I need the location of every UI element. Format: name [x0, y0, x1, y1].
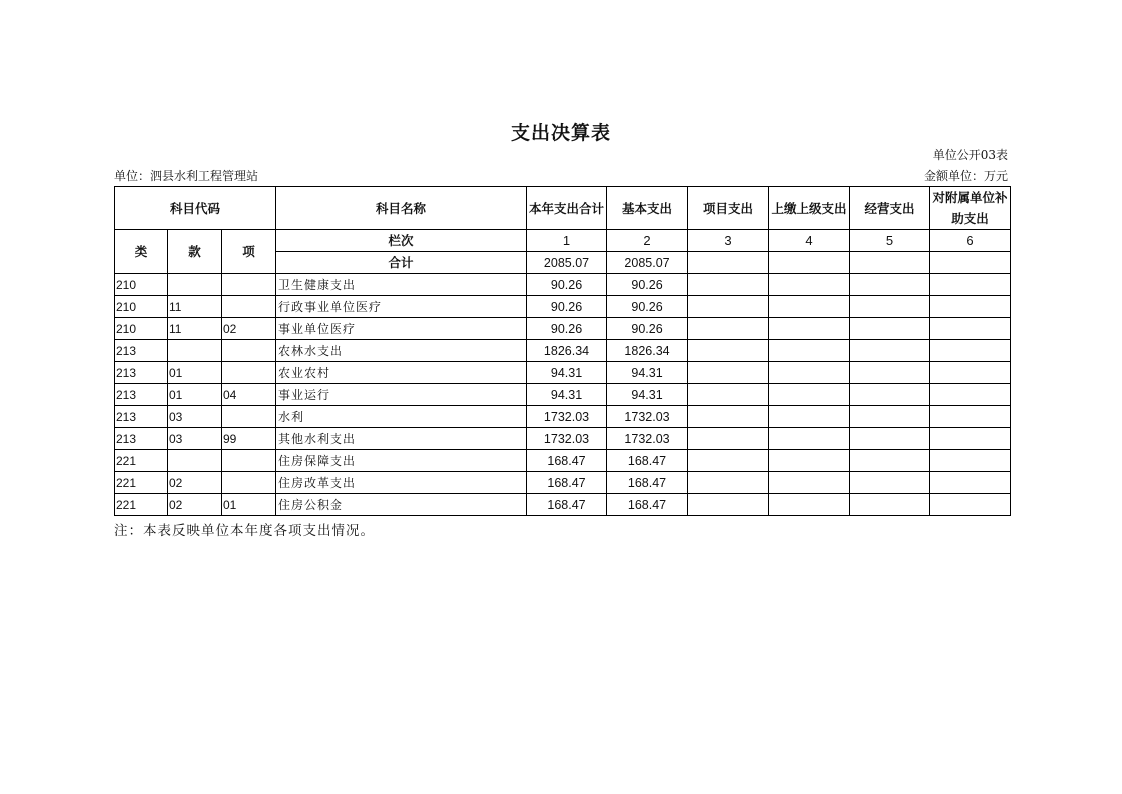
empty-amount: [850, 362, 930, 384]
empty-amount: [688, 406, 769, 428]
table-row: [115, 362, 1011, 384]
header-total: 本年支出合计: [527, 187, 607, 230]
amount-unit-label: 金额单位：万元: [923, 169, 1008, 183]
empty-amount: [930, 296, 1011, 318]
empty-amount: [769, 450, 850, 472]
code-kuan: 11: [168, 318, 222, 340]
subject-name: 事业单位医疗: [276, 318, 527, 340]
empty-amount: [850, 318, 930, 340]
empty-amount: [850, 384, 930, 406]
column-number: 4: [769, 230, 850, 252]
code-lei: 213: [115, 340, 168, 362]
empty-amount: [930, 274, 1011, 296]
amount-total: 1732.03: [527, 428, 607, 450]
amount-total: 1826.34: [527, 340, 607, 362]
expenditure-table: [114, 186, 1011, 516]
subject-name: 卫生健康支出: [276, 274, 527, 296]
amount-basic: 168.47: [607, 450, 688, 472]
amount-basic: 90.26: [607, 296, 688, 318]
empty-amount: [850, 450, 930, 472]
page-title: 支出决算表: [510, 122, 611, 144]
empty-amount: [688, 494, 769, 516]
column-number: 3: [688, 230, 769, 252]
header-project: 项目支出: [688, 187, 769, 230]
code-lei: 213: [115, 362, 168, 384]
code-kuan: 11: [168, 296, 222, 318]
table-row: [115, 296, 1011, 318]
amount-total: 90.26: [527, 296, 607, 318]
code-xiang: [222, 406, 276, 428]
subject-name: 水利: [276, 406, 527, 428]
empty-amount: [850, 296, 930, 318]
table-body: [115, 274, 1011, 516]
code-xiang: [222, 450, 276, 472]
header-lanci: 栏次: [276, 230, 527, 252]
code-xiang: [222, 362, 276, 384]
amount-basic: 94.31: [607, 384, 688, 406]
empty-amount: [930, 362, 1011, 384]
table-row: [115, 384, 1011, 406]
empty-amount: [688, 450, 769, 472]
amount-basic: 168.47: [607, 472, 688, 494]
code-xiang: [222, 274, 276, 296]
table-row: [115, 274, 1011, 296]
empty-amount: [850, 274, 930, 296]
empty-amount: [850, 428, 930, 450]
subject-name: 其他水利支出: [276, 428, 527, 450]
header-subsidy: 对附属单位补助支出: [930, 187, 1011, 230]
code-lei: 210: [115, 296, 168, 318]
code-lei: 221: [115, 472, 168, 494]
column-number: 1: [527, 230, 607, 252]
total-basic: 2085.07: [607, 252, 688, 274]
code-lei: 221: [115, 494, 168, 516]
code-kuan: [168, 274, 222, 296]
amount-basic: 168.47: [607, 494, 688, 516]
empty-amount: [850, 472, 930, 494]
amount-basic: 90.26: [607, 318, 688, 340]
code-lei: 210: [115, 318, 168, 340]
code-xiang: [222, 472, 276, 494]
code-kuan: 01: [168, 362, 222, 384]
subject-name: 住房保障支出: [276, 450, 527, 472]
table-row: [115, 406, 1011, 428]
amount-total: 90.26: [527, 274, 607, 296]
empty-amount: [850, 340, 930, 362]
empty-amount: [930, 450, 1011, 472]
header-kuan: 款: [168, 230, 222, 274]
empty-amount: [769, 318, 850, 340]
subject-name: 住房公积金: [276, 494, 527, 516]
empty-amount: [930, 340, 1011, 362]
column-number: 6: [930, 230, 1011, 252]
code-lei: 210: [115, 274, 168, 296]
table-row: [115, 428, 1011, 450]
subject-name: 农林水支出: [276, 340, 527, 362]
total-amount: 2085.07: [527, 252, 607, 274]
code-kuan: 02: [168, 472, 222, 494]
column-number: 2: [607, 230, 688, 252]
header-xiang: 项: [222, 230, 276, 274]
table-row: [115, 494, 1011, 516]
empty-amount: [688, 384, 769, 406]
empty-amount: [769, 340, 850, 362]
empty-amount: [930, 428, 1011, 450]
code-xiang: 99: [222, 428, 276, 450]
code-xiang: [222, 340, 276, 362]
empty-amount: [930, 406, 1011, 428]
code-kuan: 03: [168, 428, 222, 450]
table-row: [115, 318, 1011, 340]
table-row: [115, 340, 1011, 362]
empty-amount: [769, 296, 850, 318]
empty-amount: [769, 274, 850, 296]
code-lei: 213: [115, 428, 168, 450]
empty-amount: [769, 406, 850, 428]
form-number: 单位公开03表: [932, 148, 1008, 162]
subject-name: 农业农村: [276, 362, 527, 384]
empty-amount: [850, 494, 930, 516]
amount-total: 168.47: [527, 472, 607, 494]
column-number: 5: [850, 230, 930, 252]
amount-total: 94.31: [527, 384, 607, 406]
subject-name: 事业运行: [276, 384, 527, 406]
amount-basic: 90.26: [607, 274, 688, 296]
code-lei: 213: [115, 406, 168, 428]
code-xiang: 04: [222, 384, 276, 406]
empty-amount: [769, 362, 850, 384]
empty-amount: [930, 384, 1011, 406]
total-row-label: 合计: [276, 252, 527, 274]
empty-amount: [850, 406, 930, 428]
empty-amount: [769, 428, 850, 450]
code-xiang: 01: [222, 494, 276, 516]
empty-amount: [688, 296, 769, 318]
empty-amount: [930, 318, 1011, 340]
empty-amount: [769, 472, 850, 494]
header-business: 经营支出: [850, 187, 930, 230]
code-kuan: [168, 340, 222, 362]
empty-amount: [930, 494, 1011, 516]
amount-basic: 1732.03: [607, 406, 688, 428]
code-kuan: 02: [168, 494, 222, 516]
header-subject-code: 科目代码: [115, 187, 276, 230]
empty-amount: [930, 472, 1011, 494]
code-xiang: 02: [222, 318, 276, 340]
amount-basic: 1732.03: [607, 428, 688, 450]
empty-amount: [688, 340, 769, 362]
amount-total: 168.47: [527, 494, 607, 516]
header-lei: 类: [115, 230, 168, 274]
footnote: 注：本表反映单位本年度各项支出情况。: [114, 523, 375, 539]
table-row: [115, 472, 1011, 494]
header-subject-name: 科目名称: [276, 187, 527, 230]
unit-label: 单位：泗县水利工程管理站: [114, 169, 259, 183]
empty-amount: [688, 318, 769, 340]
code-kuan: 01: [168, 384, 222, 406]
empty-amount: [688, 428, 769, 450]
amount-total: 94.31: [527, 362, 607, 384]
code-kuan: [168, 450, 222, 472]
code-xiang: [222, 296, 276, 318]
header-upper: 上缴上级支出: [769, 187, 850, 230]
table-row: [115, 450, 1011, 472]
empty-amount: [688, 472, 769, 494]
subject-name: 行政事业单位医疗: [276, 296, 527, 318]
empty-amount: [769, 494, 850, 516]
code-lei: 213: [115, 384, 168, 406]
empty-amount: [688, 362, 769, 384]
code-kuan: 03: [168, 406, 222, 428]
amount-total: 1732.03: [527, 406, 607, 428]
code-lei: 221: [115, 450, 168, 472]
amount-basic: 94.31: [607, 362, 688, 384]
empty-amount: [769, 384, 850, 406]
amount-total: 90.26: [527, 318, 607, 340]
subject-name: 住房改革支出: [276, 472, 527, 494]
amount-total: 168.47: [527, 450, 607, 472]
header-basic: 基本支出: [607, 187, 688, 230]
amount-basic: 1826.34: [607, 340, 688, 362]
empty-amount: [688, 274, 769, 296]
